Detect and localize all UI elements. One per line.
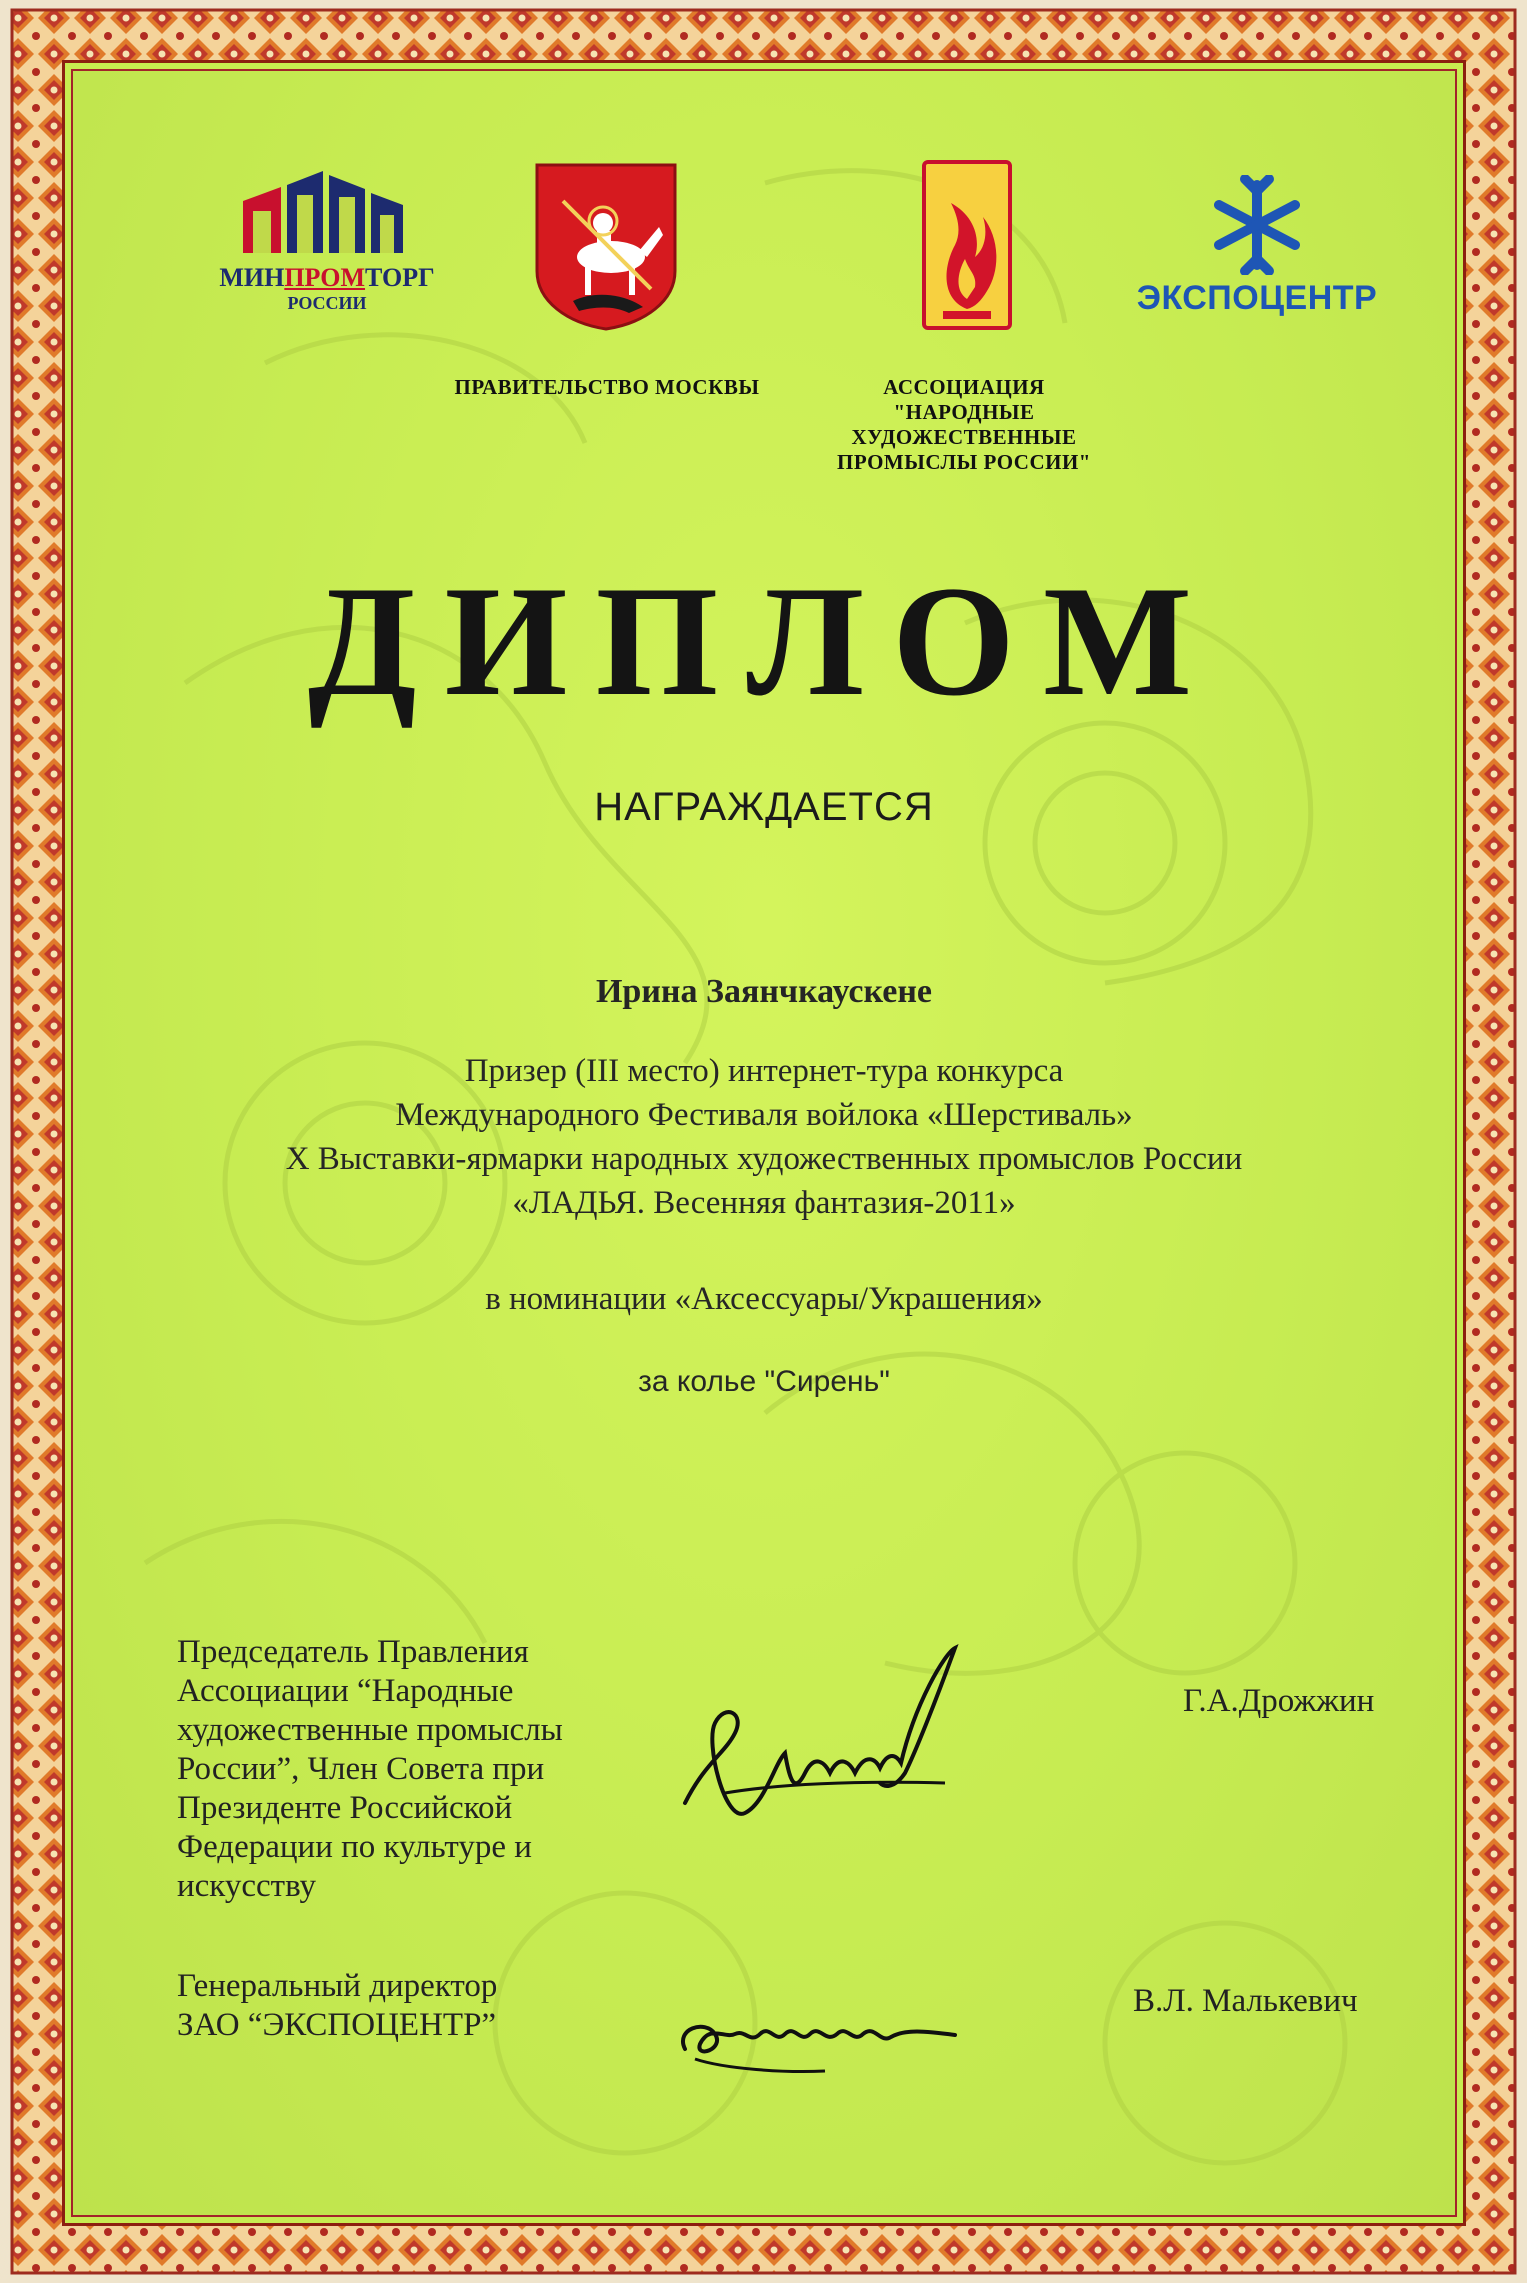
minpromtorg-part1: МИН <box>219 263 285 292</box>
diploma-title: ДИПЛОМ <box>307 554 1221 729</box>
signature-malkevich <box>665 1989 965 2089</box>
association-line: АССОЦИАЦИЯ <box>883 375 1045 399</box>
recipient-name: Ирина Заянчкаускене <box>595 973 933 1010</box>
description-line: Призер (III место) интернет-тура конкурса <box>464 1053 1064 1089</box>
signatory-name: В.Л. Малькевич <box>1133 1983 1358 2019</box>
role-line: России”, Член Совета при <box>177 1751 545 1787</box>
role-line: художественные промыслы <box>177 1712 563 1748</box>
diploma-panel <box>62 60 1466 2226</box>
awarded-label: НАГРАЖДАЕТСЯ <box>594 785 934 829</box>
moscow-coat-of-arms-icon <box>533 161 679 333</box>
description-line: Международного Фестиваля войлока «Шерстиваль» <box>395 1097 1133 1133</box>
nomination: в номинации «Аксессуары/Украшения» <box>485 1281 1043 1317</box>
signatory-role <box>177 1967 497 2045</box>
role-line: ЗАО “ЭКСПОЦЕНТР” <box>177 2007 497 2043</box>
moscow-government-caption: ПРАВИТЕЛЬСТВО МОСКВЫ <box>454 375 760 399</box>
role-line: Ассоциации “Народные <box>177 1673 514 1709</box>
awarded-item: за колье "Сирень" <box>638 1365 890 1398</box>
expocentre-snowflake-icon <box>1197 175 1317 275</box>
expocentre-logo <box>1107 175 1407 325</box>
association-line: ХУДОЖЕСТВЕННЫЕ <box>851 425 1077 449</box>
award-description <box>215 1049 1313 1225</box>
signatory-role <box>177 1633 563 1906</box>
association-line: ПРОМЫСЛЫ РОССИИ" <box>837 450 1091 474</box>
association-caption <box>799 375 1129 475</box>
minpromtorg-emblem-icon <box>243 171 403 253</box>
signature-drozhzhin <box>665 1643 965 1843</box>
minpromtorg-sub: РОССИИ <box>287 293 367 313</box>
minpromtorg-part3: ТОРГ <box>365 263 435 292</box>
role-line: Председатель Правления <box>177 1634 529 1670</box>
association-line: "НАРОДНЫЕ <box>893 400 1035 424</box>
description-line: Х Выставки-ярмарки народных художественных промыслов России <box>285 1141 1243 1177</box>
role-line: искусству <box>177 1868 317 1904</box>
role-line: Генеральный директор <box>177 1968 498 2004</box>
role-line: Федерации по культуре и <box>177 1829 532 1865</box>
minpromtorg-part2: ПРОМ <box>284 263 366 292</box>
role-line: Президенте Российской <box>177 1790 513 1826</box>
flame-emblem-icon <box>921 159 1013 331</box>
description-line: «ЛАДЬЯ. Весенняя фантазия-2011» <box>512 1185 1016 1221</box>
expocentre-text: ЭКСПОЦЕНТР <box>1136 279 1378 317</box>
minpromtorg-logo <box>177 171 477 321</box>
signatory-name: Г.А.Дрожжин <box>1183 1683 1375 1719</box>
